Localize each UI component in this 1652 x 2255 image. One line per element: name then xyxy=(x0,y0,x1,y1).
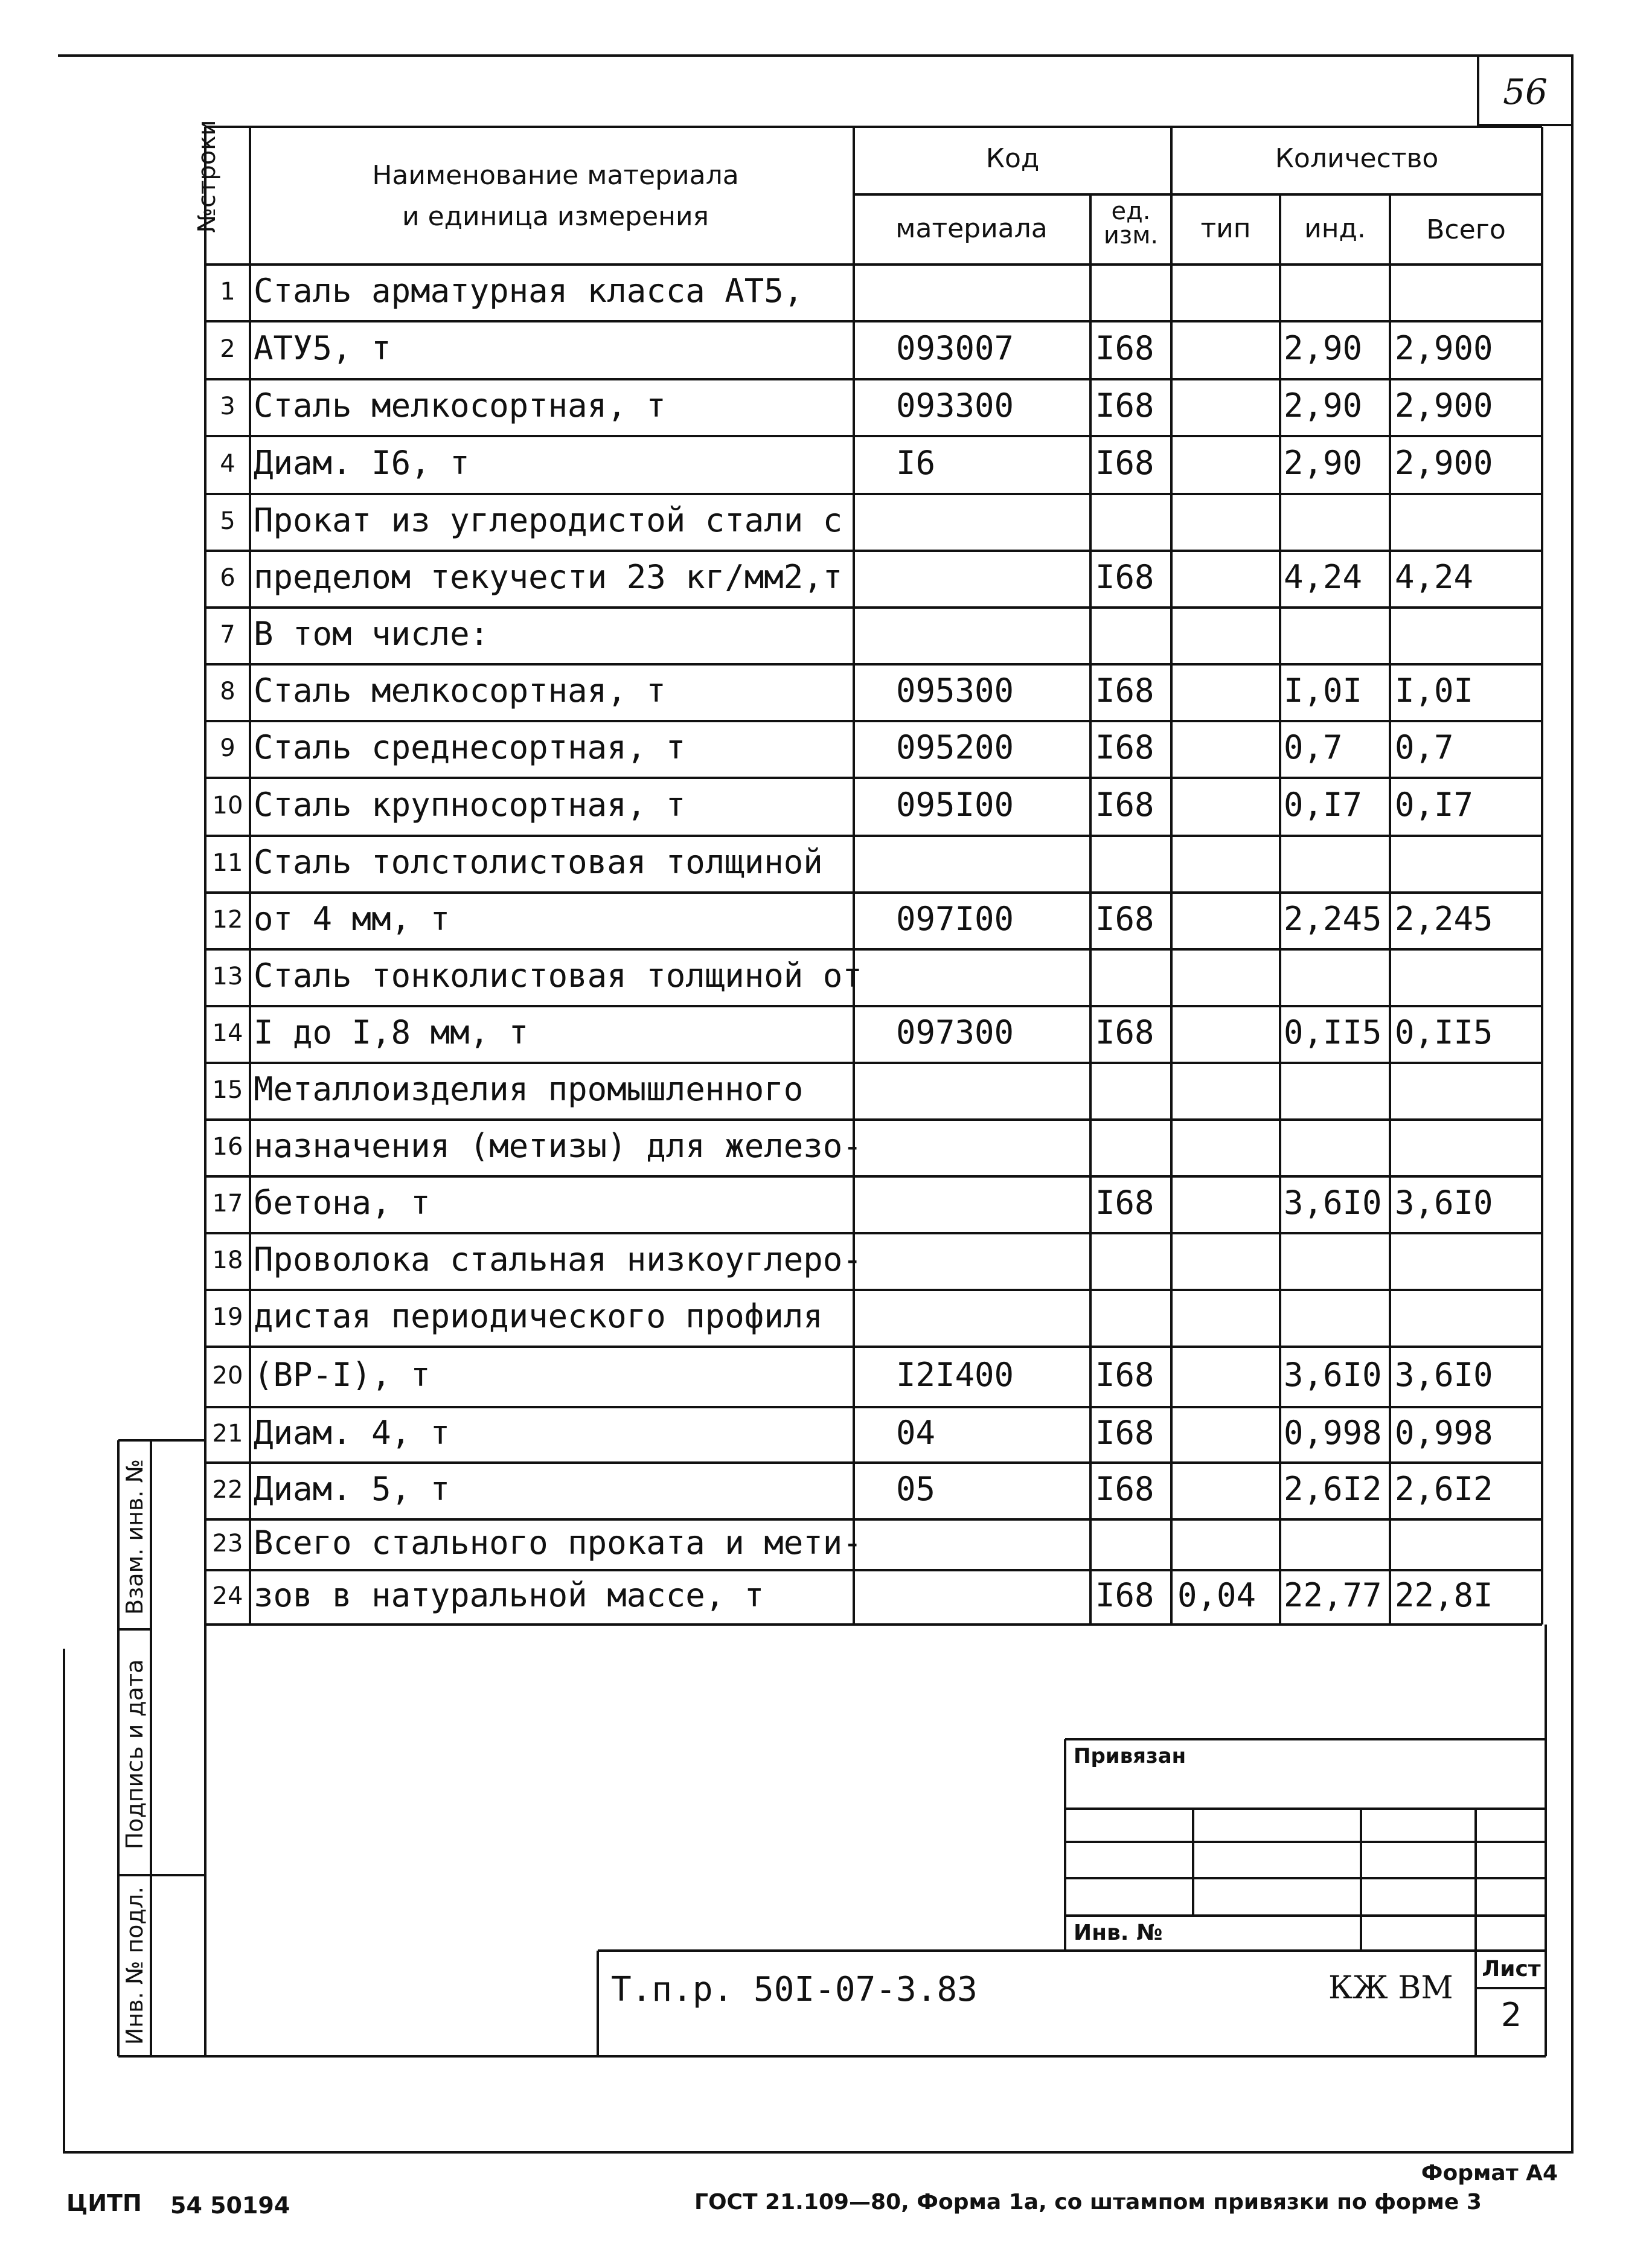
org-label: ЦИТП xyxy=(66,2190,142,2216)
row-number: 9 xyxy=(220,734,235,762)
header-qty-type: тип xyxy=(1200,213,1251,244)
row-number: 22 xyxy=(212,1476,243,1504)
row-qty-total: 0,II5 xyxy=(1395,1013,1493,1052)
row-unit: I68 xyxy=(1095,387,1154,425)
row-unit: I68 xyxy=(1095,900,1154,938)
row-qty-total: 0,998 xyxy=(1395,1414,1493,1452)
row-qty-total: I,0I xyxy=(1395,672,1474,710)
header-name-line1: Наименование материала xyxy=(372,160,739,191)
row-code: 095300 xyxy=(896,672,1014,710)
row-code: 097300 xyxy=(896,1013,1014,1052)
header-name-line2: и единица измерения xyxy=(402,201,709,232)
row-number: 15 xyxy=(212,1076,243,1104)
gost-reference: ГОСТ 21.109—80, Форма 1а, со штампом привязки по форме 3 xyxy=(694,2190,1482,2215)
row-code: I6 xyxy=(896,444,936,483)
row-qty-type: 0,04 xyxy=(1177,1576,1257,1615)
row-qty-total: 2,245 xyxy=(1395,900,1493,938)
row-number: 12 xyxy=(212,906,243,934)
header-code-unit: ед. изм. xyxy=(1103,197,1159,249)
privyazan-label: Привязан xyxy=(1074,1744,1186,1768)
row-name: Сталь толстолистовая толщиной xyxy=(254,843,823,882)
row-number: 19 xyxy=(212,1303,243,1331)
row-unit: I68 xyxy=(1095,444,1154,483)
row-qty-ind: 3,6I0 xyxy=(1284,1356,1382,1394)
page-number: 56 xyxy=(1503,71,1548,112)
row-code: 05 xyxy=(896,1470,936,1509)
row-qty-ind: 4,24 xyxy=(1284,558,1363,597)
row-unit: I68 xyxy=(1095,786,1154,824)
row-number: 21 xyxy=(212,1420,243,1448)
row-unit: I68 xyxy=(1095,1013,1154,1052)
row-qty-total: 4,24 xyxy=(1395,558,1474,597)
row-name: В том числе: xyxy=(254,615,490,653)
row-number: 7 xyxy=(220,621,235,649)
document-code: Т.п.р. 50I-07-3.83 xyxy=(611,1970,978,2009)
row-qty-ind: 2,6I2 xyxy=(1284,1470,1382,1509)
row-number: 11 xyxy=(212,849,243,877)
row-unit: I68 xyxy=(1095,1470,1154,1509)
row-number: 5 xyxy=(220,507,235,535)
row-qty-ind: 0,II5 xyxy=(1284,1013,1382,1052)
header-row-number: №строки xyxy=(193,120,221,233)
side-label-podpis: Подпись и дата xyxy=(121,1659,148,1850)
row-unit: I68 xyxy=(1095,1356,1154,1394)
row-name: назначения (метизы) для железо- xyxy=(254,1127,862,1166)
row-number: 17 xyxy=(212,1190,243,1217)
row-number: 16 xyxy=(212,1133,243,1161)
row-qty-ind: 3,6I0 xyxy=(1284,1184,1382,1222)
row-name: Диам. I6, т xyxy=(254,444,470,483)
row-name: (ВР-I), т xyxy=(254,1356,431,1394)
inv-no-label: Инв. № xyxy=(1074,1920,1163,1945)
row-code: 04 xyxy=(896,1414,936,1452)
header-qty-total: Всего xyxy=(1426,214,1506,245)
row-unit: I68 xyxy=(1095,329,1154,368)
row-unit: I68 xyxy=(1095,558,1154,597)
sheet-number: 2 xyxy=(1500,1996,1522,2034)
row-number: 8 xyxy=(220,678,235,705)
row-qty-ind: 0,7 xyxy=(1284,728,1343,767)
row-name: Проволока стальная низкоуглеро- xyxy=(254,1240,862,1279)
row-code: 095200 xyxy=(896,728,1014,767)
row-number: 23 xyxy=(212,1530,243,1557)
row-name: от 4 мм, т xyxy=(254,900,450,938)
row-name: Сталь крупносортная, т xyxy=(254,786,686,824)
header-qty-ind: инд. xyxy=(1304,213,1366,244)
row-name: Всего стального проката и мети- xyxy=(254,1524,862,1562)
row-name: Сталь тонколистовая толщиной от xyxy=(254,957,862,995)
row-name: бетона, т xyxy=(254,1184,431,1222)
row-name: Диам. 4, т xyxy=(254,1414,450,1452)
row-number: 2 xyxy=(220,335,235,363)
row-unit: I68 xyxy=(1095,672,1154,710)
side-label-vzam: Взам. инв. № xyxy=(121,1459,148,1615)
row-qty-total: 2,900 xyxy=(1395,444,1493,483)
format-label: Формат А4 xyxy=(1421,2161,1558,2186)
document-mark: КЖ ВМ xyxy=(1328,1970,1453,2006)
row-qty-total: 2,900 xyxy=(1395,387,1493,425)
row-name: Сталь мелкосортная, т xyxy=(254,387,666,425)
row-code: 093300 xyxy=(896,387,1014,425)
row-name: Диам. 5, т xyxy=(254,1470,450,1509)
row-number: 20 xyxy=(212,1362,243,1390)
row-number: 6 xyxy=(220,564,235,592)
row-number: 14 xyxy=(212,1019,243,1047)
row-name: дистая периодического профиля xyxy=(254,1297,823,1336)
row-name: Сталь среднесортная, т xyxy=(254,728,686,767)
row-name: Сталь мелкосортная, т xyxy=(254,672,666,710)
header-code: Код xyxy=(985,143,1040,174)
row-number: 3 xyxy=(220,393,235,420)
header-code-material: материала xyxy=(895,213,1048,244)
row-code: 097I00 xyxy=(896,900,1014,938)
row-qty-total: 3,6I0 xyxy=(1395,1356,1493,1394)
row-name: пределом текучести 23 кг/мм2,т xyxy=(254,558,843,597)
row-name: I до I,8 мм, т xyxy=(254,1013,529,1052)
row-qty-total: 3,6I0 xyxy=(1395,1184,1493,1222)
row-unit: I68 xyxy=(1095,1184,1154,1222)
order-number: 54 50194 xyxy=(170,2192,290,2219)
row-unit: I68 xyxy=(1095,1576,1154,1615)
row-name: Металлоизделия промышленного xyxy=(254,1070,804,1109)
row-code: 095I00 xyxy=(896,786,1014,824)
row-name: АТУ5, т xyxy=(254,329,391,368)
row-qty-ind: 2,245 xyxy=(1284,900,1382,938)
row-qty-ind: I,0I xyxy=(1284,672,1363,710)
row-name: Сталь арматурная класса АТ5, xyxy=(254,272,804,310)
side-label-inv-podl: Инв. № подл. xyxy=(121,1886,148,2045)
row-code: 093007 xyxy=(896,329,1014,368)
row-qty-ind: 2,90 xyxy=(1284,444,1363,483)
row-unit: I68 xyxy=(1095,1414,1154,1452)
row-name: Прокат из углеродистой стали с xyxy=(254,501,843,540)
row-number: 24 xyxy=(212,1582,243,1610)
row-name: зов в натуральной массе, т xyxy=(254,1576,764,1615)
row-unit: I68 xyxy=(1095,728,1154,767)
row-code: I2I400 xyxy=(896,1356,1014,1394)
row-number: 1 xyxy=(220,278,235,306)
header-quantity: Количество xyxy=(1275,143,1439,174)
row-qty-ind: 2,90 xyxy=(1284,329,1363,368)
row-number: 10 xyxy=(212,792,243,820)
row-qty-total: 0,7 xyxy=(1395,728,1454,767)
row-number: 4 xyxy=(220,450,235,478)
row-qty-ind: 0,998 xyxy=(1284,1414,1382,1452)
row-qty-ind: 2,90 xyxy=(1284,387,1363,425)
row-qty-total: 22,8I xyxy=(1395,1576,1493,1615)
row-qty-ind: 22,77 xyxy=(1284,1576,1382,1615)
row-qty-total: 2,6I2 xyxy=(1395,1470,1493,1509)
row-qty-ind: 0,I7 xyxy=(1284,786,1363,824)
row-number: 18 xyxy=(212,1246,243,1274)
sheet-label: Лист xyxy=(1482,1957,1541,1981)
row-number: 13 xyxy=(212,963,243,990)
row-qty-total: 2,900 xyxy=(1395,329,1493,368)
row-qty-total: 0,I7 xyxy=(1395,786,1474,824)
